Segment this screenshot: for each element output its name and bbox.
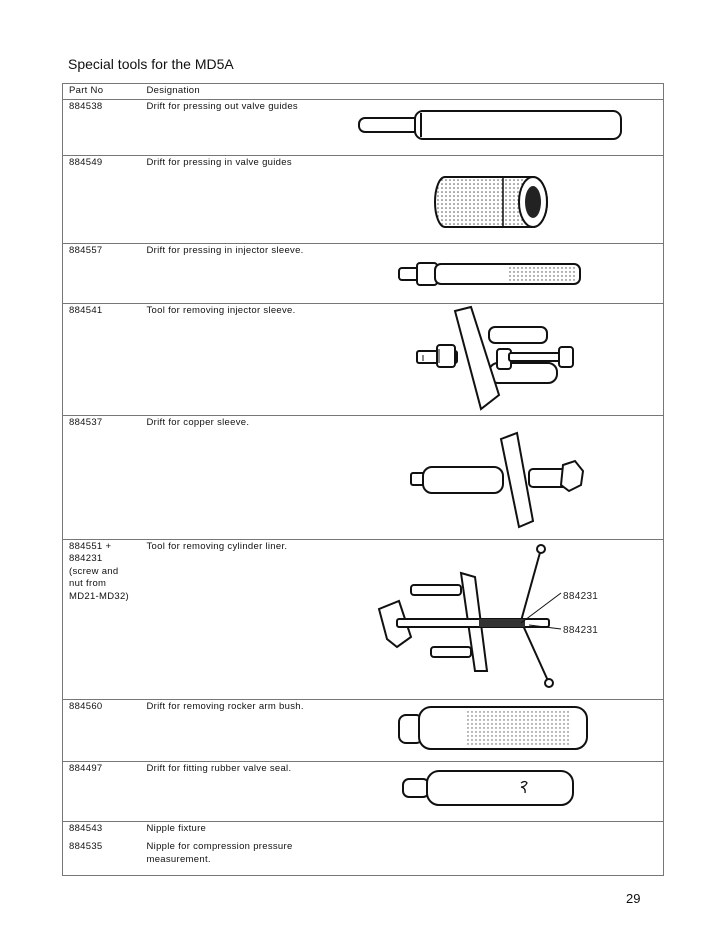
designation-cell: Drift for removing rocker arm bush. [146,700,304,712]
table-row [63,761,664,821]
callout-884231-lower: 884231 [562,624,598,636]
part-no-cell: 884551 + 884231 (screw and nut from MD21-MD32) [63,539,141,699]
designation-cell: Tool for removing cylinder liner. [146,540,288,552]
part-no-cell: 884497 [63,761,141,821]
table-row [63,539,664,699]
part-no-cell: 884538 [63,99,141,155]
part-no-cell: 884557 [63,243,141,303]
part-no-cell: 884560 [63,699,141,761]
designation-cell: Drift for pressing out valve guides [146,100,298,112]
injector-sleeve-puller-illustration [409,305,579,415]
valve-guide-press-drift-illustration [433,171,563,233]
designation-cell: Drift for pressing in injector sleeve. [146,244,304,256]
copper-sleeve-drift-illustration [409,429,589,529]
table-header-row [63,84,664,100]
page-number: 29 [626,891,641,906]
designation-cell: Drift for fitting rubber valve seal. [146,762,292,774]
injector-sleeve-drift-illustration [397,259,587,289]
designation-cell: Nipple for compression pressure measurement. [146,841,293,865]
part-no-cell: 884541 [63,303,141,415]
table-row [63,415,664,539]
part-no-cell: 884549 [63,155,141,243]
part-no-cell: 884537 [63,415,141,539]
page-title: Special tools for the MD5A [68,56,234,72]
table-row [63,821,664,875]
table-row [63,99,664,155]
designation-cell: Drift for pressing in valve guides [146,156,292,168]
table-row [63,699,664,761]
header-designation: Designation [141,84,664,100]
table-row [63,303,664,415]
table-row [63,243,664,303]
designation-cell: Nipple fixture [146,822,207,834]
cylinder-liner-puller-illustration [371,543,598,693]
part-no-cell: 884535 [69,841,103,852]
designation-cell: Drift for copper sleeve. [146,416,250,428]
callout-884231-upper: 884231 [562,590,598,602]
part-no-cell: 884543 [69,822,103,834]
tools-table [62,83,664,876]
designation-cell: Tool for removing injector sleeve. [146,304,296,316]
table-row [63,155,664,243]
header-part-no: Part No [63,84,141,100]
